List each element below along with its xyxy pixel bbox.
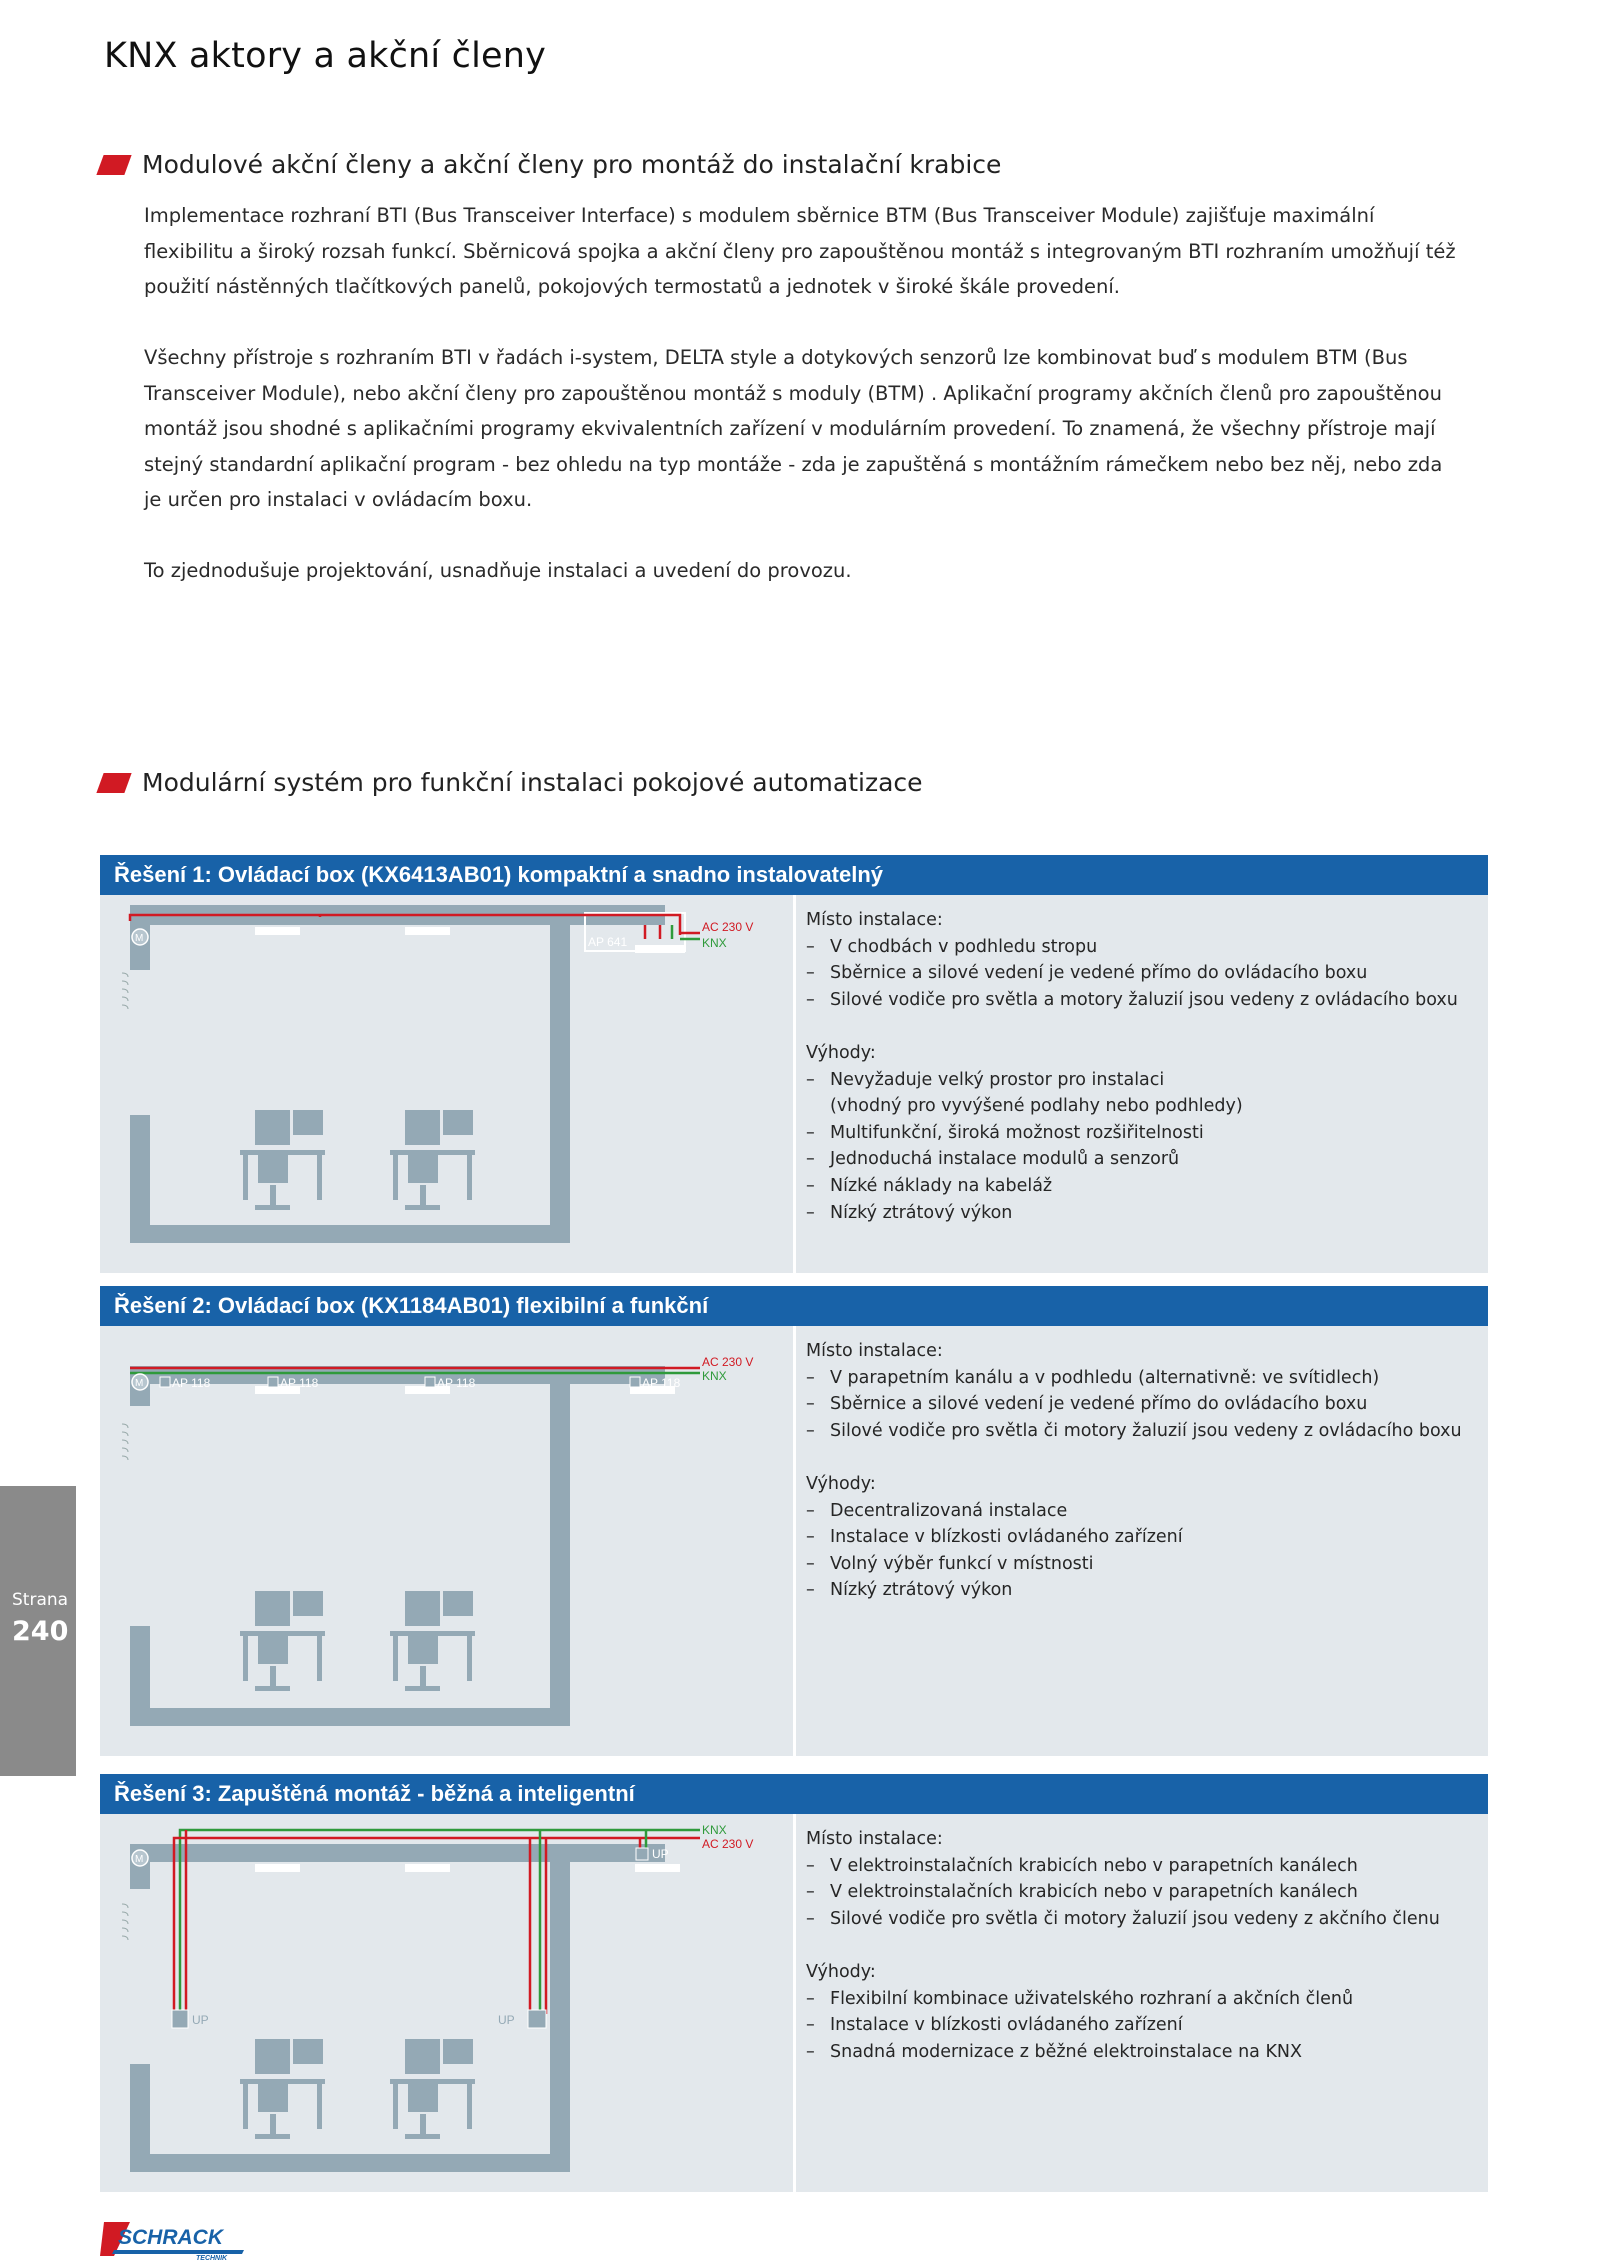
list-item: – V elektroinstalačních krabicích nebo v parapetních kanálech <box>806 1855 1358 1876</box>
list-item: – Instalace v blízkosti ovládaného zařízení <box>806 1527 1183 1548</box>
knx-label: KNX <box>702 936 727 950</box>
solution-title: Řešení 1: Ovládací box (KX6413AB01) kompaktní a snadno instalovatelný <box>100 855 1488 895</box>
section-heading-modules <box>100 150 1001 179</box>
list-item: – Silové vodiče pro světla či motory žaluzií jsou vedeny z akčního členu <box>806 1908 1440 1929</box>
list-item: – Silové vodiče pro světla či motory žaluzií jsou vedeny z ovládacího boxu <box>806 1420 1462 1441</box>
schrack-logo <box>100 2220 250 2264</box>
list-item: – Sběrnice a silové vedení je vedené přímo do ovládacího boxu <box>806 1394 1368 1415</box>
logo-subtitle: TECHNIK <box>196 2255 228 2260</box>
list-item: – V parapetním kanálu a v podhledu (alternativně: ve svítidlech) <box>806 1367 1380 1388</box>
page-tab-label: Strana <box>12 1590 69 1610</box>
knx-label: KNX <box>702 1369 727 1383</box>
place-label: Místo instalace: <box>806 1829 943 1849</box>
solution-1-details <box>806 907 1476 1226</box>
list-item: – V elektroinstalačních krabicích nebo v parapetních kanálech <box>806 1882 1358 1903</box>
ac-label: AC 230 V <box>702 920 754 934</box>
solution-title: Řešení 2: Ovládací box (KX1184AB01) flexibilní a funkční <box>100 1286 1488 1326</box>
solution-3-panel <box>100 1774 1488 2192</box>
solution-2-diagram <box>100 1326 793 1756</box>
solution-title: Řešení 3: Zapuštěná montáž - běžná a inteligentní <box>100 1774 1488 1814</box>
device-label: AP 118 <box>437 1376 476 1390</box>
solution-3-details <box>806 1826 1476 2065</box>
section-marker-icon <box>96 773 131 793</box>
page-number: 240 <box>12 1616 69 1647</box>
panel-divider <box>793 1326 796 1756</box>
intro-paragraph: To zjednodušuje projektování, usnadňuje instalaci a uvedení do provozu. <box>144 559 852 582</box>
list-item: – Volný výběr funkcí v místnosti <box>806 1553 1094 1574</box>
page-tab <box>0 1486 76 1776</box>
logo-wordmark: SCHRACK <box>118 2226 223 2249</box>
list-item: – Nízký ztrátový výkon <box>806 1202 1013 1223</box>
solution-1-panel <box>100 855 1488 1273</box>
list-item: – Jednoduchá instalace modulů a senzorů <box>806 1149 1180 1170</box>
solution-2-details <box>806 1338 1476 1604</box>
list-item: – Flexibilní kombinace uživatelského rozhraní a akčních členů <box>806 1988 1354 2009</box>
list-item: – Snadná modernizace z běžné elektroinstalace na KNX <box>806 2041 1303 2062</box>
device-label: AP 118 <box>172 1376 211 1390</box>
list-item: – Nízký ztrátový výkon <box>806 1580 1013 1601</box>
list-item: – V chodbách v podhledu stropu <box>806 936 1098 957</box>
device-label: UP <box>192 2013 209 2027</box>
place-list <box>806 1365 1476 1445</box>
solution-3-diagram <box>100 1814 793 2192</box>
advantages-list <box>806 1986 1476 2066</box>
device-label: UP <box>498 2013 515 2027</box>
advantages-label: Výhody: <box>806 1042 876 1063</box>
section-marker-icon <box>96 155 131 175</box>
advantages-list <box>806 1498 1476 1604</box>
motor-label: M <box>135 933 144 944</box>
place-label: Místo instalace: <box>806 1341 943 1361</box>
ac-label: AC 230 V <box>702 1837 754 1851</box>
place-label: Místo instalace: <box>806 910 943 930</box>
intro-text <box>144 198 1464 624</box>
section-heading-system <box>100 768 923 797</box>
solution-2-panel <box>100 1286 1488 1756</box>
intro-paragraph: Implementace rozhraní BTI (Bus Transceiver Interface) s modulem sběrnice BTM (Bus Transceiver Module) zajišťuje maximální flexibilitu a široký rozsah funkcí. Sběrnicová spojka a akční členy pro zapouštěnou montáž s integrovaným BTI rozhraním umožňují též použití nástěnných tlačítkových panelů, pokojových termostatů a jednotek v široké škále provedení. <box>144 204 1456 298</box>
list-item: – Sběrnice a silové vedení je vedené přímo do ovládacího boxu <box>806 963 1368 984</box>
list-item: – Instalace v blízkosti ovládaného zařízení <box>806 2015 1183 2036</box>
advantages-list <box>806 1067 1476 1227</box>
section-heading-text: Modulární systém pro funkční instalaci pokojové automatizace <box>142 768 923 797</box>
list-item: – Nízké náklady na kabeláž <box>806 1175 1053 1196</box>
panel-divider <box>793 1814 796 2192</box>
section-heading-text: Modulové akční členy a akční členy pro montáž do instalační krabice <box>142 150 1002 179</box>
place-list <box>806 1853 1476 1933</box>
list-item: – Silové vodiče pro světla a motory žaluzií jsou vedeny z ovládacího boxu <box>806 989 1458 1010</box>
device-label: AP 641 <box>588 935 628 949</box>
motor-label: M <box>135 1378 144 1389</box>
advantages-label: Výhody: <box>806 1961 876 1982</box>
list-item: – Multifunkční, široká možnost rozšiřitelnosti <box>806 1122 1204 1143</box>
advantages-label: Výhody: <box>806 1473 876 1494</box>
motor-label: M <box>135 1854 144 1865</box>
panel-divider <box>793 895 796 1273</box>
knx-label: KNX <box>702 1823 727 1837</box>
intro-paragraph: Všechny přístroje s rozhraním BTI v řadách i-system, DELTA style a dotykových senzorů lze kombinovat buď s modulem BTM (Bus Transceiver Module), nebo akční členy pro zapouštěnou montáž s moduly (BTM) . Aplikační programy akčních členů pro zapouštěnou montáž jsou shodné s aplikačními programy ekvivalentních zařízení v modulárním provedení. To znamená, že všechny přístroje mají stejný standardní aplikační program - bez ohledu na typ montáže - zda je zapuštěná s montážním rámečkem nebo bez něj, nebo zda je určen pro instalaci v ovládacím boxu. <box>144 346 1443 511</box>
page-title: KNX aktory a akční členy <box>104 36 547 76</box>
list-item: – Nevyžaduje velký prostor pro instalaci (vhodný pro vyvýšené podlahy nebo podhledy) <box>806 1069 1243 1117</box>
device-label: AP 118 <box>280 1376 319 1390</box>
ac-label: AC 230 V <box>702 1355 754 1369</box>
device-label: UP <box>652 1847 669 1861</box>
device-label: AP 118 <box>642 1376 681 1390</box>
place-list <box>806 934 1476 1014</box>
list-item: – Decentralizovaná instalace <box>806 1500 1068 1521</box>
solution-1-diagram <box>100 895 793 1273</box>
